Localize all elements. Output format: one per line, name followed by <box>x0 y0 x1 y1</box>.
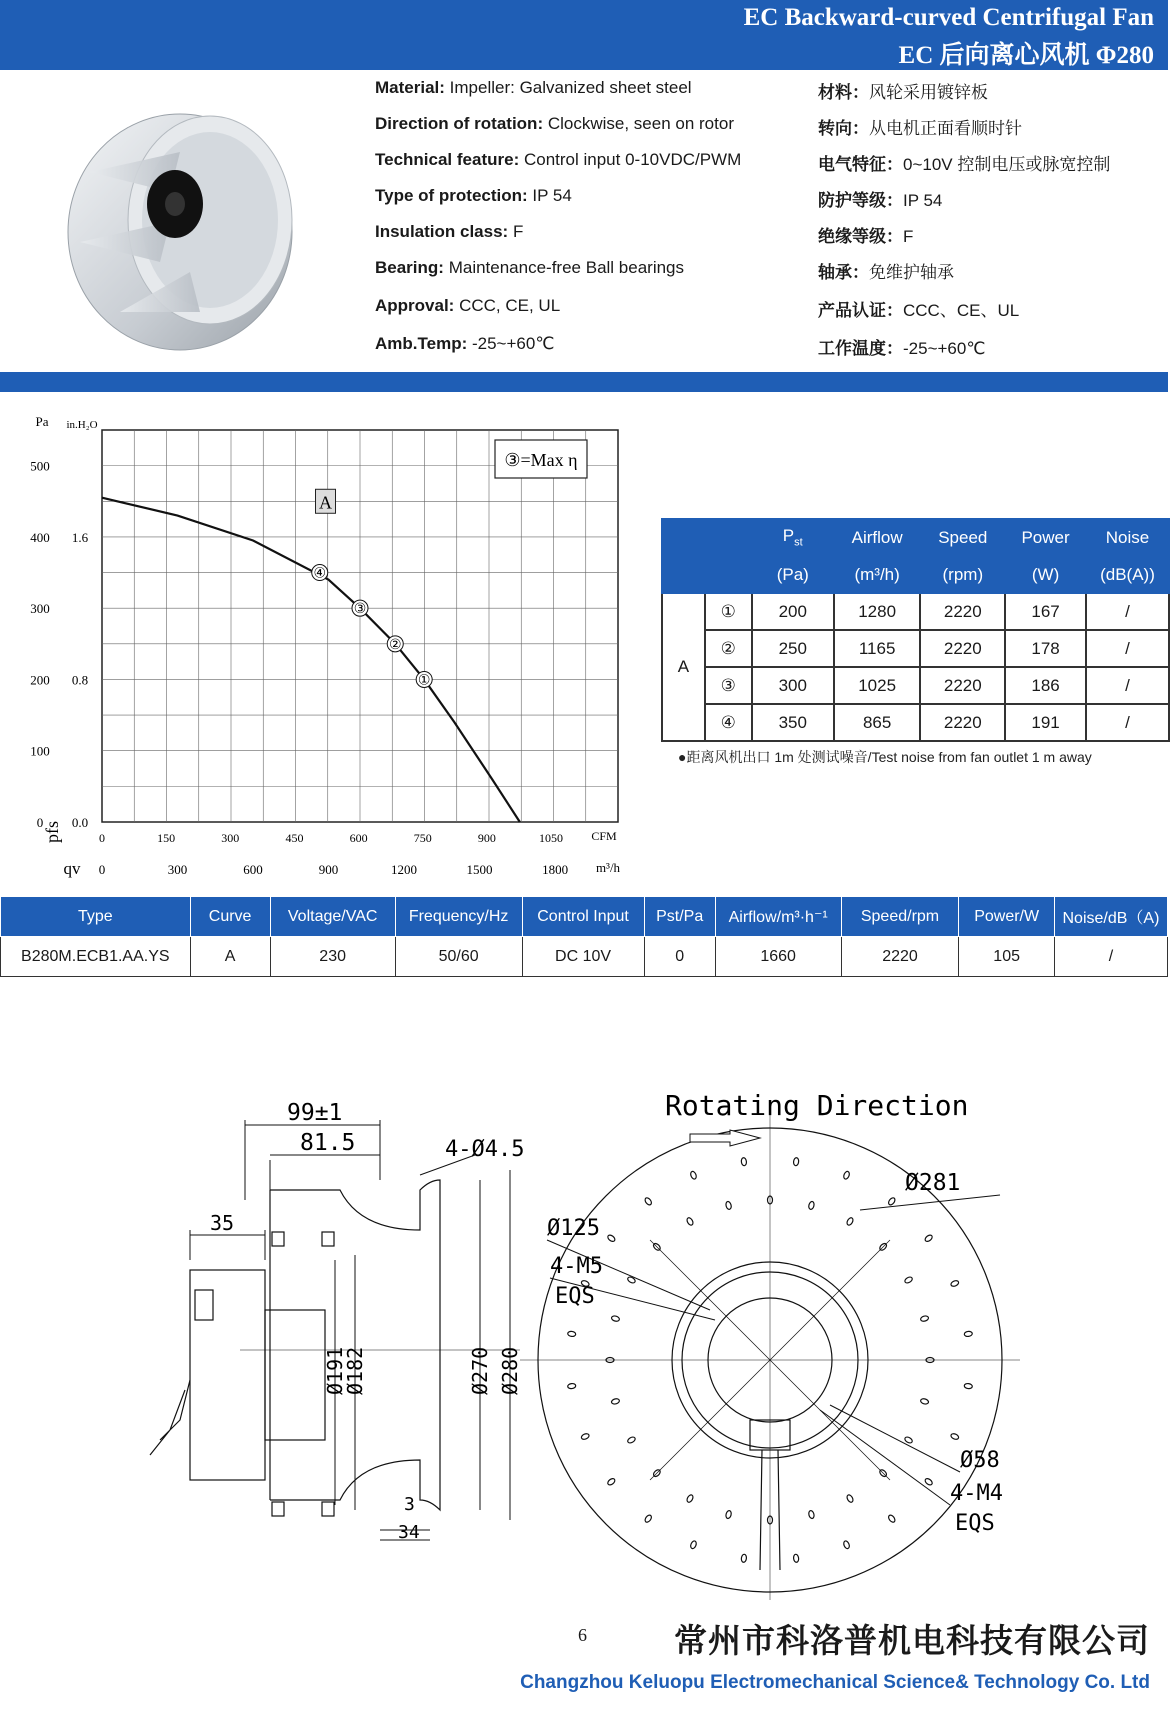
dim-4-m4: 4-M4 <box>950 1481 1003 1506</box>
y-unit-pa: Pa <box>35 414 49 429</box>
spec-en-label: Material: <box>375 78 445 97</box>
operating-point <box>352 600 368 616</box>
spec-cn-label: 防护等级： <box>818 191 903 210</box>
perf-cell-pst: 200 <box>752 593 834 630</box>
perf-cell-power: 191 <box>1005 704 1086 741</box>
dim-58: Ø58 <box>960 1448 1000 1473</box>
svg-text:①: ① <box>417 671 431 688</box>
perf-header-noise: Noise <box>1086 519 1169 556</box>
x-tick-cfm: 0 <box>99 831 105 845</box>
spec-en-0 <box>375 78 692 98</box>
y-unit-inh2o: in.H₂O <box>66 419 98 431</box>
spec-en-3 <box>375 186 572 206</box>
dim-35: 35 <box>210 1211 235 1235</box>
perf-cell-speed: 2220 <box>920 667 1005 704</box>
main-header-5: Pst/Pa <box>644 897 715 937</box>
dim-182: Ø182 <box>343 1346 367 1395</box>
perf-cell-pst: 350 <box>752 704 834 741</box>
spec-cn-value: 0~10V 控制电压或脉宽控制 <box>903 155 1111 174</box>
perf-cell-power: 167 <box>1005 593 1086 630</box>
spec-cn-value: IP 54 <box>903 191 943 210</box>
spec-en-value: Clockwise, seen on rotor <box>547 114 734 133</box>
operating-point <box>416 671 432 687</box>
operating-point <box>312 565 328 581</box>
header-banner <box>0 0 1168 70</box>
main-header-1: Curve <box>190 897 270 937</box>
main-header-2: Voltage/VAC <box>270 897 395 937</box>
rotating-direction-label: Rotating Direction <box>665 1089 969 1122</box>
dim-4-m5: 4-M5 <box>550 1254 603 1279</box>
spec-en-6 <box>375 296 560 316</box>
spec-cn-0 <box>818 78 988 103</box>
spec-en-5 <box>375 258 684 278</box>
section-divider <box>0 372 1168 392</box>
main-cell-0: B280M.ECB1.AA.YS <box>1 937 191 977</box>
chart-grid <box>102 430 618 822</box>
dim-270: Ø270 <box>468 1346 492 1395</box>
spec-cn-label: 材料： <box>818 83 869 102</box>
dim-125: Ø125 <box>547 1216 600 1241</box>
y-tick-inh2o: 0.0 <box>71 815 89 830</box>
perf-cell-airflow: 1025 <box>834 667 921 704</box>
dimension-drawing <box>0 1060 1170 1600</box>
perf-header-pst-unit: (Pa) <box>752 556 834 593</box>
spec-cn-3 <box>818 186 942 211</box>
perf-row <box>662 667 1169 704</box>
spec-cn-6 <box>818 296 1019 321</box>
x-tick-m3h: 900 <box>318 862 339 877</box>
x-tick-m3h: 0 <box>98 862 106 877</box>
dim-4-holes: 4-Ø4.5 <box>445 1137 525 1162</box>
main-header-6: Airflow/m³·h⁻¹ <box>715 897 841 937</box>
spec-en-value: F <box>512 222 524 241</box>
spec-en-value: Maintenance-free Ball bearings <box>448 258 685 277</box>
main-cell-1: A <box>190 937 270 977</box>
operating-point <box>387 636 403 652</box>
curve-label: A <box>319 492 333 513</box>
dim-81-5: 81.5 <box>300 1130 356 1156</box>
spec-en-value: -25~+60℃ <box>471 334 555 353</box>
performance-chart <box>0 400 640 880</box>
y-tick-pa: 100 <box>30 743 50 759</box>
perf-header-speed-unit: (rpm) <box>920 556 1005 593</box>
main-header-4: Control Input <box>522 897 644 937</box>
spec-cn-2 <box>818 150 1110 175</box>
svg-text:③: ③ <box>353 600 367 617</box>
svg-text:④: ④ <box>313 564 327 581</box>
x-tick-m3h: 300 <box>167 862 188 877</box>
perf-row <box>662 630 1169 667</box>
perf-header-airflow-unit: (m³/h) <box>834 556 921 593</box>
dim-3: 3 <box>404 1494 415 1515</box>
svg-text:②: ② <box>388 635 402 652</box>
main-cell-8: 105 <box>959 937 1055 977</box>
spec-cn-value: F <box>903 227 914 246</box>
spec-en-label: Amb.Temp: <box>375 334 468 353</box>
spec-cn-5 <box>818 258 954 283</box>
spec-en-value: Impeller: Galvanized sheet steel <box>449 78 692 97</box>
spec-cn-label: 产品认证： <box>818 301 903 320</box>
title-en: EC Backward-curved Centrifugal Fan <box>743 4 1154 31</box>
x-tick-cfm: 750 <box>413 831 432 845</box>
perf-row <box>662 593 1169 630</box>
x-tick-cfm: 900 <box>477 831 496 845</box>
main-header-0: Type <box>1 897 191 937</box>
main-cell-2: 230 <box>270 937 395 977</box>
perf-cell-id: ④ <box>705 704 752 741</box>
perf-header-power-unit: (W) <box>1005 556 1086 593</box>
spec-cn-1 <box>818 114 1022 139</box>
spec-en-label: Type of protection: <box>375 186 528 205</box>
perf-row <box>662 704 1169 741</box>
x-axis-label: qv <box>63 859 81 878</box>
spec-cn-label: 转向： <box>818 119 869 138</box>
main-cell-4: DC 10V <box>522 937 644 977</box>
spec-cn-label: 工作温度： <box>818 339 903 358</box>
perf-cell-power: 186 <box>1005 667 1086 704</box>
perf-cell-pst: 250 <box>752 630 834 667</box>
perf-cell-noise: / <box>1086 630 1169 667</box>
title-cn: EC 后向离心风机 Φ280 <box>898 42 1154 69</box>
spec-en-label: Bearing: <box>375 258 444 277</box>
spec-en-4 <box>375 222 523 242</box>
x-tick-cfm: 150 <box>157 831 176 845</box>
y-tick-inh2o: 0.8 <box>71 672 89 688</box>
x-unit-m3h: m³/h <box>595 860 621 875</box>
perf-header-pst: $P_{st}$ <box>752 519 834 556</box>
y-tick-pa: 0 <box>36 815 44 830</box>
y-axis-label: pfs <box>42 821 62 843</box>
x-tick-cfm: 1050 <box>539 831 564 845</box>
main-cell-3: 50/60 <box>395 937 522 977</box>
perf-header-power: Power <box>1005 519 1086 556</box>
x-tick-m3h: 600 <box>243 862 263 877</box>
main-header-3: Frequency/Hz <box>395 897 522 937</box>
side-view <box>150 1180 440 1516</box>
dim-281: Ø281 <box>905 1170 961 1196</box>
perf-header-speed: Speed <box>920 519 1005 556</box>
spec-en-label: Direction of rotation: <box>375 114 544 133</box>
spec-en-label: Insulation class: <box>375 222 509 241</box>
perf-cell-id: ① <box>705 593 752 630</box>
dim-eqs-2: EQS <box>955 1511 995 1536</box>
chart-legend-note: ③=Max η <box>504 450 578 470</box>
y-tick-pa: 400 <box>30 529 50 545</box>
dim-280: Ø280 <box>498 1346 522 1395</box>
perf-cell-noise: / <box>1086 667 1169 704</box>
spec-cn-label: 绝缘等级： <box>818 227 903 246</box>
spec-cn-value: 从电机正面看顺时针 <box>869 119 1022 138</box>
performance-table <box>661 518 1170 742</box>
spec-cn-7 <box>818 334 985 359</box>
spec-cn-value: 风轮采用镀锌板 <box>869 83 988 102</box>
x-unit-cfm: CFM <box>591 829 617 843</box>
x-tick-cfm: 600 <box>349 831 368 845</box>
spec-cn-4 <box>818 222 913 247</box>
spec-en-value: CCC, CE, UL <box>459 296 561 315</box>
spec-cn-value: CCC、CE、UL <box>903 301 1020 320</box>
spec-en-value: Control input 0-10VDC/PWM <box>523 150 742 169</box>
main-header-7: Speed/rpm <box>841 897 959 937</box>
perf-cell-id: ③ <box>705 667 752 704</box>
perf-cell-airflow: 865 <box>834 704 921 741</box>
dim-191: Ø191 <box>323 1346 347 1395</box>
model-table <box>0 896 1168 977</box>
x-tick-cfm: 450 <box>285 831 304 845</box>
spec-cn-value: 免维护轴承 <box>869 263 954 282</box>
company-name-cn: 常州市科洛普机电科技有限公司 <box>674 1622 1150 1659</box>
perf-cell-airflow: 1280 <box>834 593 921 630</box>
fan-product-image <box>60 92 310 352</box>
company-name-en: Changzhou Keluopu Electromechanical Science& Technology Co. Ltd <box>520 1672 1150 1693</box>
y-tick-inh2o: 1.6 <box>71 529 89 545</box>
main-cell-6: 1660 <box>715 937 841 977</box>
perf-cell-airflow: 1165 <box>834 630 921 667</box>
perf-cell-speed: 2220 <box>920 593 1005 630</box>
perf-cell-speed: 2220 <box>920 630 1005 667</box>
spec-cn-label: 电气特征： <box>818 155 903 174</box>
perf-cell-power: 178 <box>1005 630 1086 667</box>
perf-group: A <box>662 593 705 741</box>
noise-note: ●距离风机出口 1m 处测试噪音/Test noise from fan outlet 1 m away <box>678 749 1092 765</box>
x-tick-m3h: 1500 <box>466 862 493 877</box>
x-tick-m3h: 1800 <box>542 862 569 877</box>
x-tick-cfm: 300 <box>221 831 240 845</box>
perf-cell-speed: 2220 <box>920 704 1005 741</box>
dim-99: 99±1 <box>287 1100 343 1126</box>
spec-cn-label: 轴承： <box>818 263 869 282</box>
main-cell-9: / <box>1054 937 1167 977</box>
perf-cell-id: ② <box>705 630 752 667</box>
spec-en-7 <box>375 334 554 354</box>
page-number: 6 <box>578 1625 587 1645</box>
spec-en-2 <box>375 150 741 170</box>
y-tick-pa: 500 <box>30 458 50 474</box>
x-tick-m3h: 1200 <box>391 862 418 877</box>
spec-en-value: IP 54 <box>532 186 572 205</box>
dim-34: 34 <box>398 1522 420 1543</box>
perf-cell-noise: / <box>1086 704 1169 741</box>
main-header-8: Power/W <box>959 897 1055 937</box>
spec-en-label: Approval: <box>375 296 455 315</box>
perf-header-blank <box>662 519 752 593</box>
spec-en-1 <box>375 114 734 134</box>
perf-cell-pst: 300 <box>752 667 834 704</box>
perf-header-airflow: Airflow <box>834 519 921 556</box>
spec-cn-value: -25~+60℃ <box>903 339 986 358</box>
y-tick-pa: 200 <box>30 672 50 688</box>
spec-en-label: Technical feature: <box>375 150 520 169</box>
main-cell-5: 0 <box>644 937 715 977</box>
main-header-9: Noise/dB（A) <box>1054 897 1167 937</box>
y-tick-pa: 300 <box>30 601 50 617</box>
dim-eqs: EQS <box>555 1284 595 1309</box>
main-cell-7: 2220 <box>841 937 959 977</box>
perf-header-noise-unit: (dB(A)) <box>1086 556 1169 593</box>
perf-cell-noise: / <box>1086 593 1169 630</box>
